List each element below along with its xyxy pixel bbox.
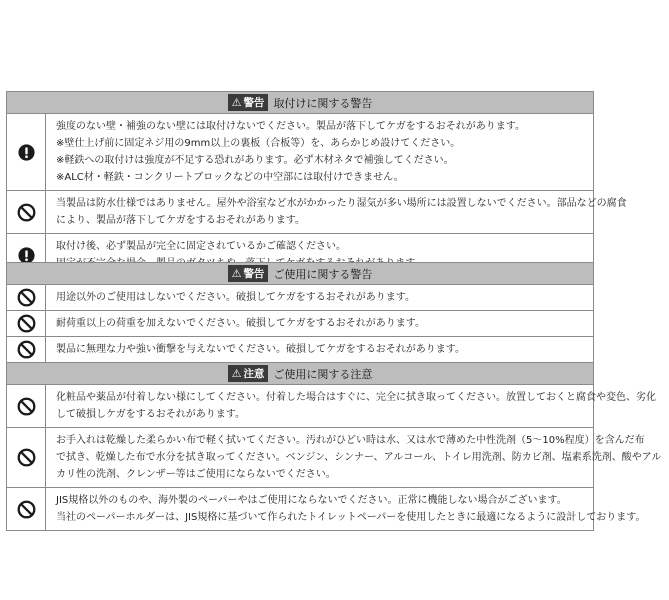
notice-text [46,191,635,233]
notice-text [46,114,593,190]
exclamation-icon [7,114,46,190]
notice-line: により、製品が落下してケガをするおそれがあります。 [56,215,305,226]
prohibition-icon [7,311,46,336]
section-title: ご使用に関する注意 [273,367,373,381]
section-title: 取付けに関する警告 [273,96,373,110]
notice-text [46,428,669,487]
notice-text [46,285,593,310]
warning-triangle-icon: ⚠ [231,96,242,109]
section-header [7,363,593,385]
installation-warning-section [6,91,627,277]
notice-line: 製品に無理な力や強い衝撃を与えないでください。破損してケガをするおそれがあります。 [56,344,465,355]
warning-badge [228,94,269,111]
section-box [6,91,627,277]
prohibition-icon [7,488,46,530]
badge-label: 注意 [243,368,265,380]
notice-line: 耐荷重以上の荷重を加えないでください。破損してケガをするおそれがあります。 [56,318,425,329]
prohibition-icon [7,428,46,487]
notice-line: 用途以外のご使用はしないでください。破損してケガをするおそれがあります。 [56,292,415,303]
notice-row [7,191,627,234]
notice-row [7,114,593,191]
notice-text [46,385,664,427]
prohibition-icon [7,285,46,310]
notice-line: 化粧品や薬品が付着しない様にしてください。付着した場合はすぐに、完全に拭き取ってください。放置しておくと腐食や変色、劣化 [56,392,656,403]
notice-line: 取付け後、必ず製品が完全に固定されているかご確認ください。 [56,241,346,252]
notice-row [7,385,656,428]
section-header [7,92,593,114]
prohibition-icon [7,337,46,362]
badge-label: 警告 [243,97,265,109]
notice-line: して破損しケガをするおそれがあります。 [56,409,245,420]
notice-line: ※軽鉄への取付けは強度が不足する恐れがあります。必ず木材ネタで補強してください。 [56,155,454,166]
notice-line: で拭き、乾燥した布で水分を拭き取ってください。ベンジン、シンナー、アルコール、トイレ用洗剤、防カビ剤、塩素系洗剤、酸やアル [56,452,662,463]
warning-triangle-icon: ⚠ [231,367,242,380]
section-box [6,262,662,531]
notice-line: 強度のない壁・補強のない壁には取付けないでください。製品が落下してケガをするおそれがあります。 [56,121,525,132]
usage-warning-section [6,262,662,531]
notice-row [7,488,646,531]
section-header [7,263,593,285]
prohibition-icon [7,385,46,427]
notice-line: 当製品は防水仕様ではありません。屋外や浴室など水がかかったり湿気が多い場所には設置しないでください。部品などの腐食 [56,198,627,209]
notice-row [7,428,662,488]
notice-text [46,311,593,336]
notice-text [46,337,593,362]
section-title: ご使用に関する警告 [273,267,373,281]
notice-text [46,488,653,530]
warning-badge [228,265,269,282]
notice-row [7,285,593,311]
caution-badge [228,365,269,382]
notice-row [7,311,593,337]
notice-line: カリ性の洗剤、クレンザー等はご使用にならないでください。 [56,469,336,480]
prohibition-icon [7,191,46,233]
notice-row [7,337,593,363]
notice-line: ※ALC材・軽鉄・コンクリートブロックなどの中空部には取付けできません。 [56,172,404,183]
warning-triangle-icon: ⚠ [231,267,242,280]
notice-line: お手入れは乾燥した柔らかい布で軽く拭いてください。汚れがひどい時は水、又は水で薄めた中性洗剤（5～10%程度）を含んだ布 [56,435,645,446]
badge-label: 警告 [243,268,265,280]
notice-line: 当社のペーパーホルダーは、JIS規格に基づいて作られたトイレットペーパーを使用したときに最適になるように設計しております。 [56,512,646,523]
notice-line: JIS規格以外のものや、海外製のペーパーやはご使用にならないでください。正常に機能しない場合がございます。 [56,495,567,506]
notice-line: ※壁仕上げ前に固定ネジ用の9mm以上の裏板（合板等）を、あらかじめ設けてください。 [56,138,461,149]
